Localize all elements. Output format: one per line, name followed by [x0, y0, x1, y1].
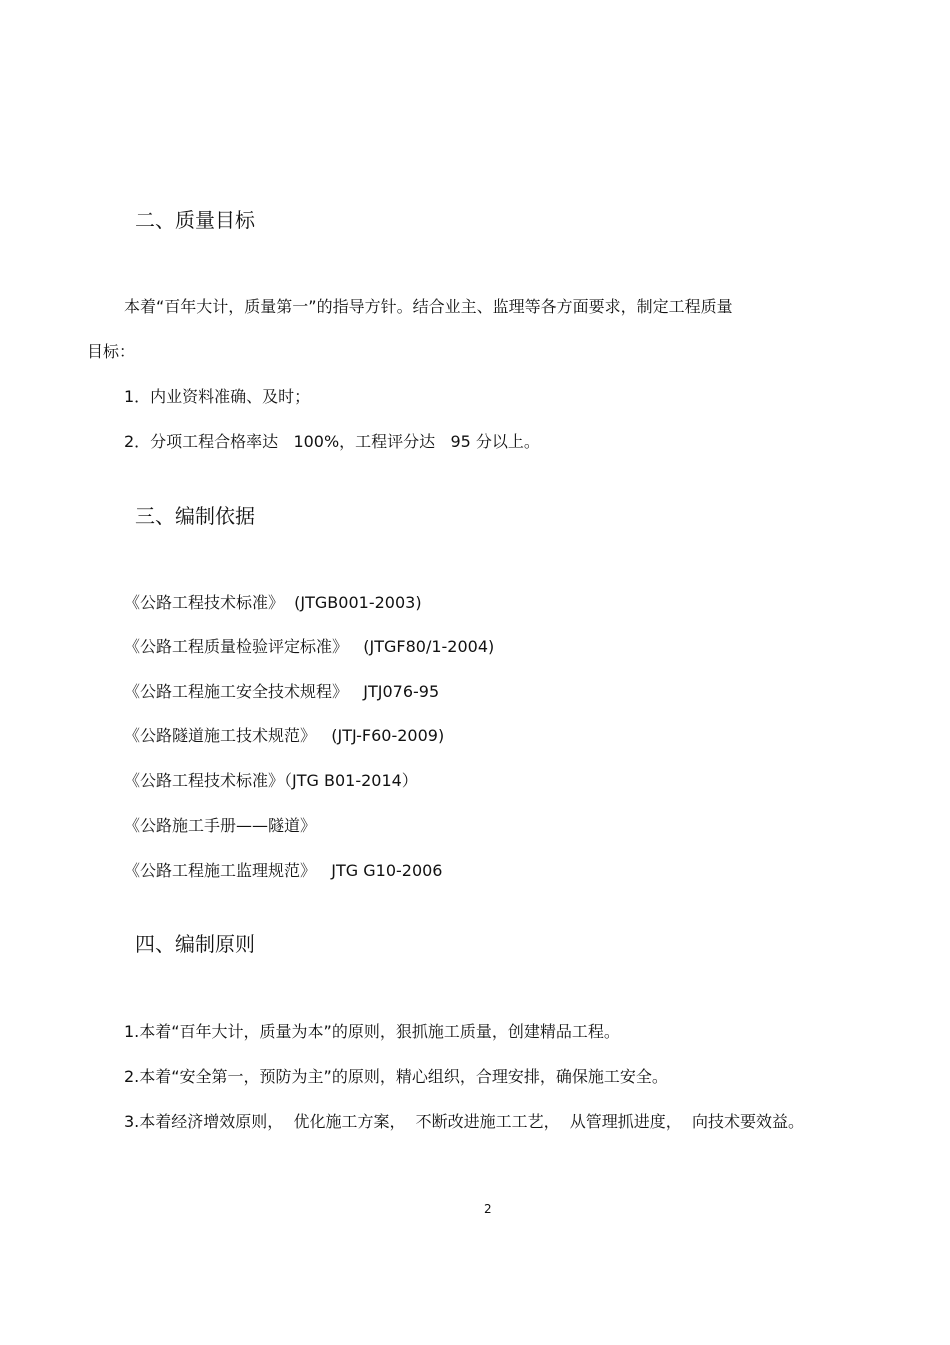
basis-ref-1: 《公路工程技术标准》 (JTGB001-2003) [124, 593, 422, 612]
heading-compilation-basis: 三、编制依据 [135, 504, 255, 528]
principle-item-2: 2.本着“安全第一，预防为主”的原则，精心组织，合理安排，确保施工安全。 [124, 1067, 668, 1086]
principle-item-1: 1.本着“百年大计，质量为本”的原则，狠抓施工质量，创建精品工程。 [124, 1022, 620, 1041]
page-number: 2 [484, 1202, 492, 1216]
basis-ref-4: 《公路隧道施工技术规范》 (JTJ-F60-2009) [124, 726, 445, 745]
heading-quality-goals: 二、质量目标 [135, 208, 255, 232]
basis-ref-7: 《公路工程施工监理规范》 JTG G10-2006 [124, 861, 443, 880]
heading-compilation-principles: 四、编制原则 [135, 932, 255, 956]
principle-item-3: 3.本着经济增效原则， 优化施工方案， 不断改进施工工艺， 从管理抓进度， 向技术要效益。 [124, 1112, 804, 1131]
quality-intro-line-2: 目标： [87, 342, 136, 361]
basis-ref-5: 《公路工程技术标准》（JTG B01-2014） [124, 771, 418, 790]
quality-item-1: 1．内业资料准确、及时； [124, 387, 311, 406]
quality-item-2: 2．分项工程合格率达 100%，工程评分达 95 分以上。 [124, 432, 540, 451]
basis-ref-6: 《公路施工手册——隧道》 [124, 816, 317, 835]
basis-ref-3: 《公路工程施工安全技术规程》 JTJ076-95 [124, 682, 440, 701]
basis-ref-2: 《公路工程质量检验评定标准》 (JTGF80/1-2004) [124, 637, 495, 656]
quality-intro-line-1: 本着“百年大计，质量第一”的指导方针。结合业主、监理等各方面要求，制定工程质量 [124, 297, 733, 316]
